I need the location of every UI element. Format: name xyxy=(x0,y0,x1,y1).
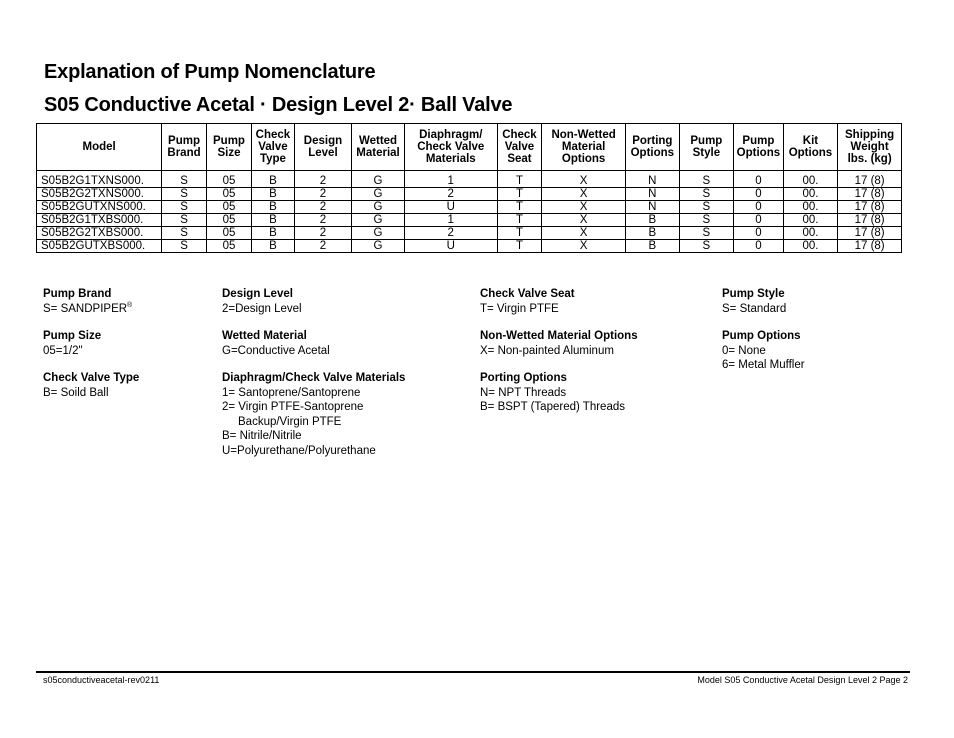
model-cell: S05B2GUTXNS000. xyxy=(37,201,162,214)
model-cell: S05B2G2TXBS000. xyxy=(37,227,162,240)
legend-line: 05=1/2" xyxy=(43,344,83,357)
table-header-row xyxy=(37,124,902,171)
legend-line: 2= Virgin PTFE-Santoprene xyxy=(222,401,364,413)
table-cell: 17 (8) xyxy=(838,227,902,240)
model-cell: S05B2G1TXNS000. xyxy=(37,175,162,188)
header-check-valve-type: Check Valve Type xyxy=(252,124,294,171)
table-cell: 2 xyxy=(294,240,352,253)
table-cell: 0 xyxy=(734,227,784,240)
table-cell: S xyxy=(162,214,206,227)
table-cell: G xyxy=(352,227,405,240)
table-cell: 00. xyxy=(783,188,838,201)
legend-design-level xyxy=(222,287,405,316)
header-pump-options: Pump Options xyxy=(734,124,784,171)
header-check-valve-seat: Check Valve Seat xyxy=(497,124,541,171)
legend-heading: Non-Wetted Material Options xyxy=(480,330,638,342)
legend-line: B= Nitrile/Nitrile xyxy=(222,430,302,442)
table-cell: G xyxy=(352,188,405,201)
table-cell: T xyxy=(497,214,541,227)
table-cell: 1 xyxy=(404,214,497,227)
table-cell: 17 (8) xyxy=(838,175,902,188)
header-porting-options: Porting Options xyxy=(626,124,680,171)
legend-pump-brand xyxy=(43,287,139,316)
table-cell: G xyxy=(352,214,405,227)
table-cell: X xyxy=(542,240,626,253)
table-cell: 2 xyxy=(294,188,352,201)
table-cell: 2 xyxy=(404,227,497,240)
table-cell: 2 xyxy=(294,175,352,188)
table-cell: 17 (8) xyxy=(838,188,902,201)
legend-heading: Pump Size xyxy=(43,330,102,342)
legend-porting-options xyxy=(480,371,638,415)
table-cell: B xyxy=(252,227,294,240)
table-cell: S xyxy=(162,175,206,188)
table-cell: 17 (8) xyxy=(838,201,902,214)
table-cell: S xyxy=(679,175,734,188)
table-cell: 05 xyxy=(206,227,251,240)
table-cell: B xyxy=(626,240,680,253)
table-cell: T xyxy=(497,201,541,214)
table-cell: S xyxy=(162,240,206,253)
table-cell: S xyxy=(162,188,206,201)
table-cell: 2 xyxy=(404,188,497,201)
table-cell: N xyxy=(626,188,680,201)
footer-document-id: s05conductiveacetal-rev0211 xyxy=(43,675,160,685)
header-kit-options: Kit Options xyxy=(783,124,838,171)
legend-pump-size xyxy=(43,329,139,358)
table-cell: T xyxy=(497,240,541,253)
table-row xyxy=(37,188,902,201)
legend-heading: Pump Brand xyxy=(43,288,112,300)
table-cell: 2 xyxy=(294,214,352,227)
table-cell: 05 xyxy=(206,240,251,253)
legend-column-1 xyxy=(43,287,139,413)
table-cell: X xyxy=(542,188,626,201)
table-row xyxy=(37,240,902,253)
legend-diaphragm-materials xyxy=(222,371,405,458)
legend-heading: Diaphragm/Check Valve Materials xyxy=(222,372,406,384)
table-cell: 0 xyxy=(734,214,784,227)
table-cell: 17 (8) xyxy=(838,240,902,253)
header-pump-brand: Pump Brand xyxy=(162,124,206,171)
legend-heading: Wetted Material xyxy=(222,330,307,342)
legend-heading: Porting Options xyxy=(480,372,567,384)
nomenclature-table xyxy=(36,123,902,253)
legend-column-2 xyxy=(222,287,405,471)
legend-line: 0= None xyxy=(722,344,766,357)
table-cell: B xyxy=(252,175,294,188)
footer-divider xyxy=(36,671,910,673)
table-cell: X xyxy=(542,227,626,240)
table-cell: S xyxy=(679,201,734,214)
legend-line: B= Soild Ball xyxy=(43,386,109,399)
table-cell: B xyxy=(626,214,680,227)
table-cell: B xyxy=(252,188,294,201)
legend-pump-options xyxy=(722,329,805,373)
legend-line: B= BSPT (Tapered) Threads xyxy=(480,401,625,413)
table-cell: 2 xyxy=(294,227,352,240)
table-cell: 17 (8) xyxy=(838,214,902,227)
table-cell: N xyxy=(626,175,680,188)
model-cell: S05B2GUTXBS000. xyxy=(37,240,162,253)
table-row xyxy=(37,214,902,227)
table-cell: 0 xyxy=(734,240,784,253)
legend-wetted-material xyxy=(222,329,405,358)
legend-heading: Check Valve Seat xyxy=(480,288,575,300)
table-cell: 0 xyxy=(734,201,784,214)
table-cell: S xyxy=(679,227,734,240)
table-cell: S xyxy=(162,201,206,214)
legend-line: X= Non-painted Aluminum xyxy=(480,344,614,357)
table-cell: U xyxy=(404,240,497,253)
table-cell: 1 xyxy=(404,175,497,188)
header-model: Model xyxy=(37,124,162,171)
legend-line: U=Polyurethane/Polyurethane xyxy=(222,444,376,457)
legend-line: G=Conductive Acetal xyxy=(222,344,330,357)
table-cell: 2 xyxy=(294,201,352,214)
legend-check-valve-seat xyxy=(480,287,638,316)
table-cell: T xyxy=(497,175,541,188)
table-cell: S xyxy=(679,188,734,201)
header-pump-style: Pump Style xyxy=(679,124,734,171)
legend-line: 6= Metal Muffler xyxy=(722,359,805,371)
legend-column-4 xyxy=(722,287,805,386)
table-cell: B xyxy=(252,214,294,227)
legend-heading: Pump Style xyxy=(722,288,785,300)
table-cell: S xyxy=(679,240,734,253)
table-cell: B xyxy=(252,240,294,253)
table-cell: X xyxy=(542,214,626,227)
legend-column-3 xyxy=(480,287,638,428)
legend-line: 1= Santoprene/Santoprene xyxy=(222,386,361,399)
legend-line: Backup/Virgin PTFE xyxy=(238,415,342,428)
table-cell: U xyxy=(404,201,497,214)
table-cell: 0 xyxy=(734,175,784,188)
table-cell: 00. xyxy=(783,201,838,214)
table-cell: 00. xyxy=(783,227,838,240)
legend-heading: Pump Options xyxy=(722,330,801,342)
table-cell: X xyxy=(542,201,626,214)
table-cell: 05 xyxy=(206,214,251,227)
table-row xyxy=(37,227,902,240)
model-cell: S05B2G1TXBS000. xyxy=(37,214,162,227)
legend-non-wetted-options xyxy=(480,329,638,358)
table-cell: G xyxy=(352,240,405,253)
table-cell: T xyxy=(497,188,541,201)
table-cell: S xyxy=(679,214,734,227)
legend-line: T= Virgin PTFE xyxy=(480,302,559,315)
legend-line: S= SANDPIPER® xyxy=(43,301,133,315)
table-cell: 05 xyxy=(206,188,251,201)
table-cell: 05 xyxy=(206,175,251,188)
page-title: Explanation of Pump Nomenclature xyxy=(44,61,376,83)
table-cell: 05 xyxy=(206,201,251,214)
table-row xyxy=(37,201,902,214)
header-pump-size: Pump Size xyxy=(206,124,251,171)
legend-pump-style xyxy=(722,287,805,316)
table-cell: 00. xyxy=(783,240,838,253)
legend-heading: Design Level xyxy=(222,288,293,300)
table-cell: N xyxy=(626,201,680,214)
legend-line: S= Standard xyxy=(722,302,787,315)
footer-page-label: Model S05 Conductive Acetal Design Level 2 Page 2 xyxy=(697,675,908,685)
page-subtitle: S05 Conductive Acetal · Design Level 2· Ball Valve xyxy=(44,94,513,116)
table-cell: B xyxy=(252,201,294,214)
table-cell: 0 xyxy=(734,188,784,201)
header-wetted-material: Wetted Material xyxy=(352,124,405,171)
table-cell: G xyxy=(352,201,405,214)
header-shipping-weight: Shipping Weight lbs. (kg) xyxy=(838,124,902,171)
legend-line: 2=Design Level xyxy=(222,302,302,315)
table-cell: 00. xyxy=(783,175,838,188)
legend-line: N= NPT Threads xyxy=(480,386,567,399)
table-cell: S xyxy=(162,227,206,240)
table-cell: X xyxy=(542,175,626,188)
model-cell: S05B2G2TXNS000. xyxy=(37,188,162,201)
table-cell: B xyxy=(626,227,680,240)
header-diaphragm-materials: Diaphragm/ Check Valve Materials xyxy=(404,124,497,171)
table-cell: G xyxy=(352,175,405,188)
legend-check-valve-type xyxy=(43,371,139,400)
header-non-wetted-options: Non-Wetted Material Options xyxy=(542,124,626,171)
header-design-level: Design Level xyxy=(294,124,352,171)
table-cell: 00. xyxy=(783,214,838,227)
table-row xyxy=(37,175,902,188)
table-cell: T xyxy=(497,227,541,240)
legend-heading: Check Valve Type xyxy=(43,372,140,384)
